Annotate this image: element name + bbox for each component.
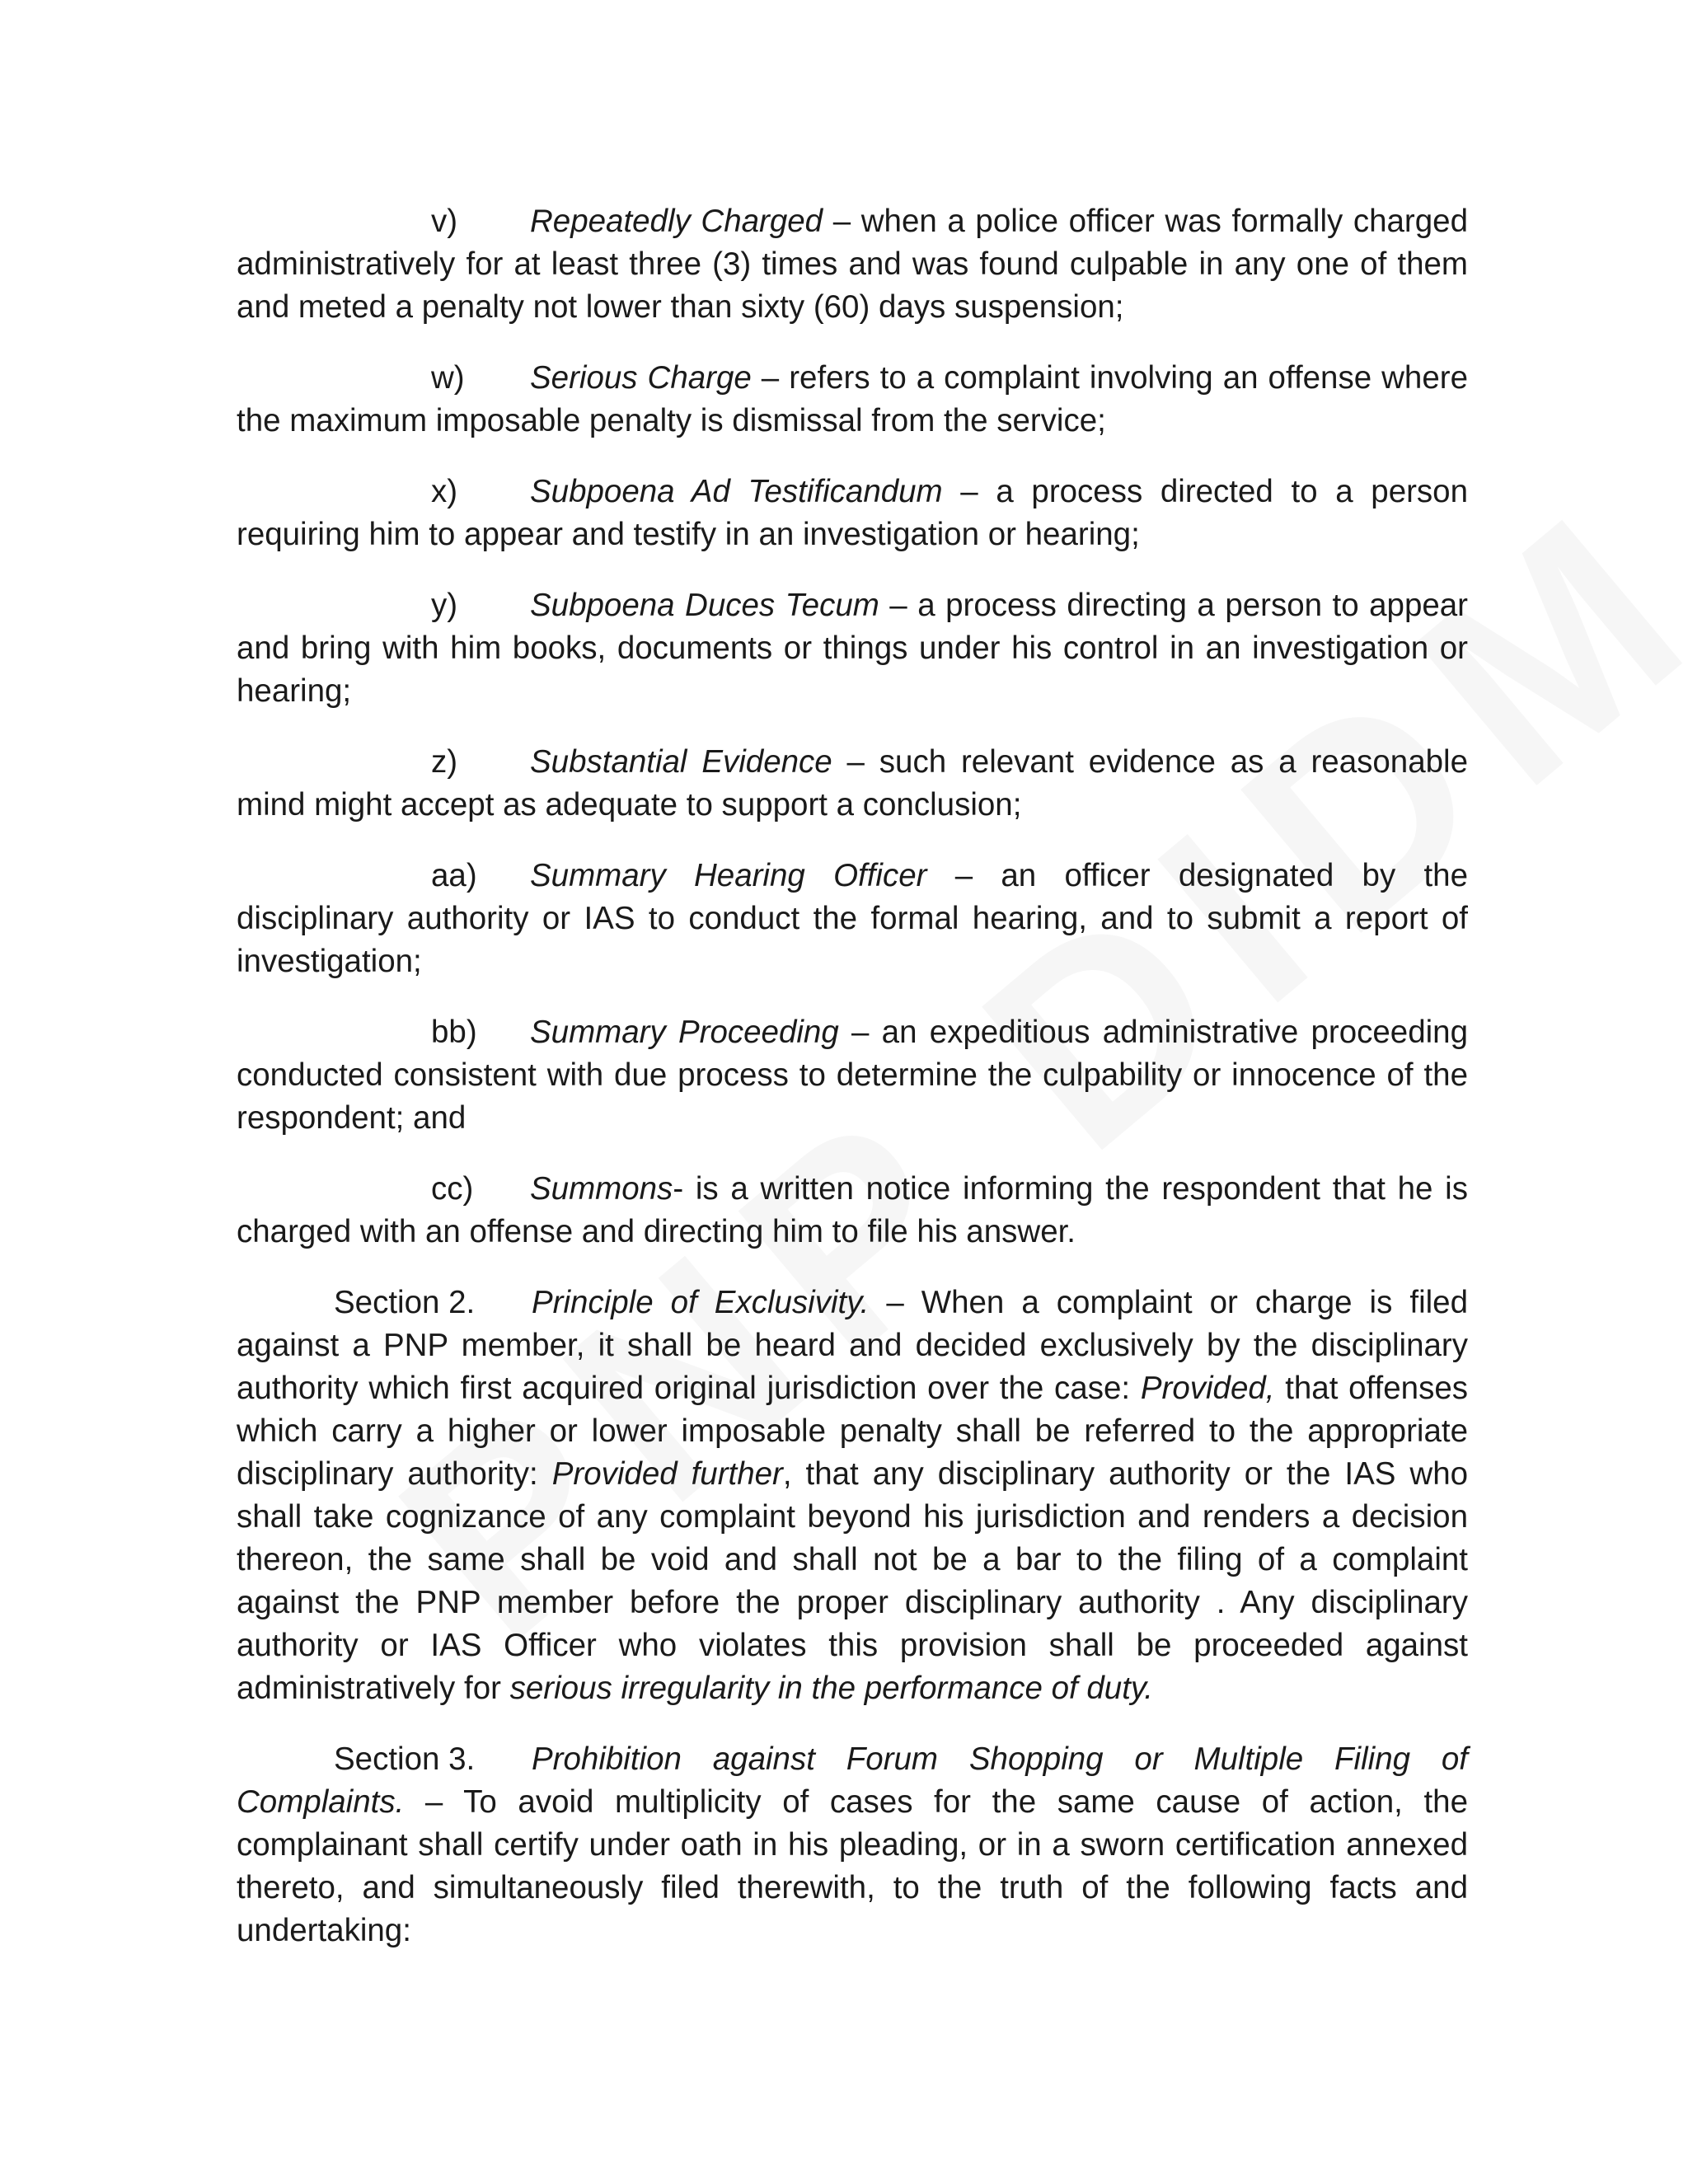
definition-text: – when a police officer was formally charged administratively for at least three (3) times and was found culpable in any one of them and meted a penalty not lower than sixty (60) days suspension; [237, 204, 1468, 325]
definition-label: y) [431, 588, 458, 623]
definition-text: – such relevant evidence as a reasonable mind might accept as adequate to support a conclusion; [237, 744, 1468, 823]
definition-text: – a process directing a person to appear and bring with him books, documents or things under his control in an investigation or hearing; [237, 588, 1469, 709]
definition-aa [237, 855, 1468, 983]
section-2 [237, 1282, 1468, 1710]
definition-term: Subpoena Duces Tecum [530, 588, 879, 623]
section-3 [237, 1738, 1468, 1952]
section-label: Section 2. [334, 1285, 476, 1320]
section-label: Section 3. [334, 1741, 476, 1777]
definition-label: cc) [431, 1171, 474, 1207]
section-emphasis: Provided further [551, 1456, 783, 1492]
definition-label: x) [431, 474, 458, 509]
definition-term: Summary Proceeding [530, 1015, 839, 1050]
definition-term: Serious Charge [530, 360, 752, 396]
section-text: – When a complaint or charge is filed against a PNP member, it shall be heard and decided exclusively by the disciplinary authority which first acquired original jurisdiction over the case: [237, 1285, 1469, 1406]
definition-label: aa) [431, 858, 477, 893]
definition-term: Subpoena Ad Testificandum [530, 474, 943, 509]
section-emphasis: Provided, [1140, 1371, 1275, 1406]
section-text: that offenses which carry a higher or lower imposable penalty shall be referred to the appropriate disciplinary authority: [237, 1371, 1468, 1492]
definition-text: – an expeditious administrative proceeding conducted consistent with due process to determine the culpability or innocence of the respondent; and [237, 1015, 1469, 1136]
definition-cc [237, 1168, 1468, 1254]
definition-v [237, 200, 1468, 329]
definition-z [237, 741, 1468, 827]
section-title: Principle of Exclusivity. [532, 1285, 870, 1320]
document-body [237, 200, 1468, 1980]
definition-x [237, 471, 1468, 556]
definition-label: v) [431, 204, 458, 239]
section-title: Prohibition against Forum Shopping or Multiple Filing of Complaints. [237, 1741, 1468, 1820]
definition-text: - is a written notice informing the respondent that he is charged with an offense and directing him to file his answer. [237, 1171, 1468, 1249]
definition-text: – an officer designated by the disciplinary authority or IAS to conduct the formal hearing, and to submit a report of investigation; [237, 858, 1468, 979]
section-emphasis: serious irregularity in the performance of duty. [509, 1671, 1153, 1706]
section-text: – To avoid multiplicity of cases for the same cause of action, the complainant shall certify under oath in his pleading, or in a sworn certification annexed thereto, and simultaneously filed therewith, to the truth of the following facts and undertaking: [237, 1784, 1468, 1948]
definition-label: bb) [431, 1015, 477, 1050]
definition-label: w) [431, 360, 465, 396]
definition-bb [237, 1011, 1468, 1140]
definition-term: Substantial Evidence [530, 744, 832, 780]
definition-term: Repeatedly Charged [530, 204, 823, 239]
definition-term: Summary Hearing Officer [530, 858, 927, 893]
section-text: , that any disciplinary authority or the IAS who shall take cognizance of any complaint beyond his jurisdiction and renders a decision thereon, the same shall be void and shall not be a bar to the filing of a complaint against the PNP member before the proper disciplinary authority . Any disciplinary authority or IAS Officer who violates this provision shall be proceeded against administratively for [237, 1456, 1469, 1706]
definition-text: – refers to a complaint involving an offense where the maximum imposable penalty is dismissal from the service; [237, 360, 1468, 438]
definition-w [237, 357, 1468, 443]
definition-text: – a process directed to a person requiring him to appear and testify in an investigation or hearing; [237, 474, 1469, 552]
definition-term: Summons [530, 1171, 673, 1207]
definition-label: z) [431, 744, 458, 780]
definition-y [237, 584, 1468, 713]
